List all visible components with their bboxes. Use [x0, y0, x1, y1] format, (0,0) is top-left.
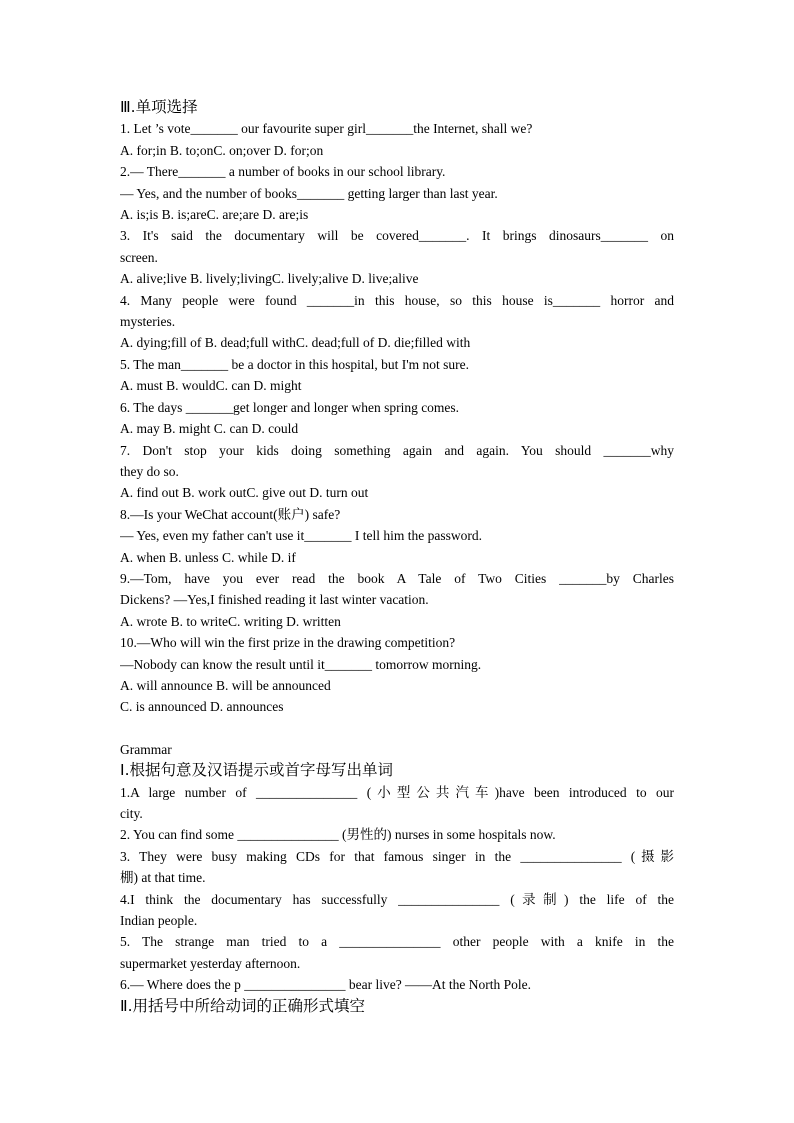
text-line: 3. It's said the documentary will be covered_______. It brings dinosaurs_______ on: [120, 228, 674, 244]
text-line: A. will announce B. will be announced: [120, 677, 331, 693]
text-line: A. wrote B. to writeC. writing D. written: [120, 613, 341, 629]
text-line: A. must B. wouldC. can D. might: [120, 378, 302, 394]
text-line: A. when B. unless C. while D. if: [120, 549, 296, 565]
text-line: A. may B. might C. can D. could: [120, 421, 299, 437]
text-line: 9.—Tom, have you ever read the book A Tale of Two Cities _______by Charles: [120, 570, 674, 586]
text-line: 1.A large number of _______________ (小型公共汽车)have been introduced to our: [120, 784, 674, 800]
text-line: 2.— There_______ a number of books in our school library.: [120, 164, 446, 180]
text-line: A. is;is B. is;areC. are;are D. are;is: [120, 207, 309, 223]
text-line: 棚) at that time.: [120, 870, 206, 886]
text-line: 3. They were busy making CDs for that famous singer in the _______________ (摄影: [120, 848, 674, 864]
text-line: 4. Many people were found _______in this house, so this house is_______ horror and: [120, 292, 674, 308]
text-line: Indian people.: [120, 913, 198, 929]
text-line: A. find out B. work outC. give out D. turn out: [120, 485, 369, 501]
text-line: — Yes, and the number of books_______ getting larger than last year.: [120, 185, 498, 201]
text-line: A. alive;live B. lively;livingC. lively;alive D. live;alive: [120, 271, 419, 287]
blank-line: [120, 718, 674, 739]
text-line: A. dying;fill of B. dead;full withC. dead;full of D. die;filled with: [120, 335, 471, 351]
text-line: 5. The man_______ be a doctor in this hospital, but I'm not sure.: [120, 356, 470, 372]
text-line: 1. Let ’s vote_______ our favourite super girl_______the Internet, shall we?: [120, 121, 533, 137]
text-line: 6. The days _______get longer and longer when spring comes.: [120, 399, 460, 415]
text-line: city.: [120, 806, 143, 821]
text-line: 7. Don't stop your kids doing something again and again. You should _______why: [120, 442, 674, 458]
section-heading: Ⅰ.根据句意及汉语提示或首字母写出单词: [120, 761, 393, 780]
document-page: [120, 97, 674, 1017]
text-line: A. for;in B. to;onC. on;over D. for;on: [120, 142, 324, 158]
text-line: Dickens? —Yes,I finished reading it last winter vacation.: [120, 592, 429, 608]
section-heading: Ⅲ.单项选择: [120, 98, 198, 116]
text-line: 10.—Who will win the first prize in the drawing competition?: [120, 635, 456, 651]
text-line: 4.I think the documentary has successfully _______________ (录制) the life of the: [120, 891, 674, 907]
text-line: screen.: [120, 249, 158, 265]
text-line: C. is announced D. announces: [120, 699, 284, 715]
grammar-label: Grammar: [120, 741, 172, 757]
text-line: 5. The strange man tried to a _______________ other people with a knife in the: [120, 934, 674, 950]
text-line: 2. You can find some _______________ (男性的) nurses in some hospitals now.: [120, 827, 556, 843]
text-line: 6.— Where does the p _______________ bear live? ——At the North Pole.: [120, 977, 532, 993]
text-line: they do so.: [120, 463, 179, 479]
text-line: —Nobody can know the result until it_______ tomorrow morning.: [120, 656, 482, 672]
text-line: mysteries.: [120, 314, 176, 330]
text-line: 8.—Is your WeChat account(账户) safe?: [120, 506, 341, 522]
text-line: — Yes, even my father can't use it_______ I tell him the password.: [120, 528, 482, 544]
text-line: supermarket yesterday afternoon.: [120, 955, 301, 971]
section-heading: Ⅱ.用括号中所给动词的正确形式填空: [120, 996, 366, 1015]
